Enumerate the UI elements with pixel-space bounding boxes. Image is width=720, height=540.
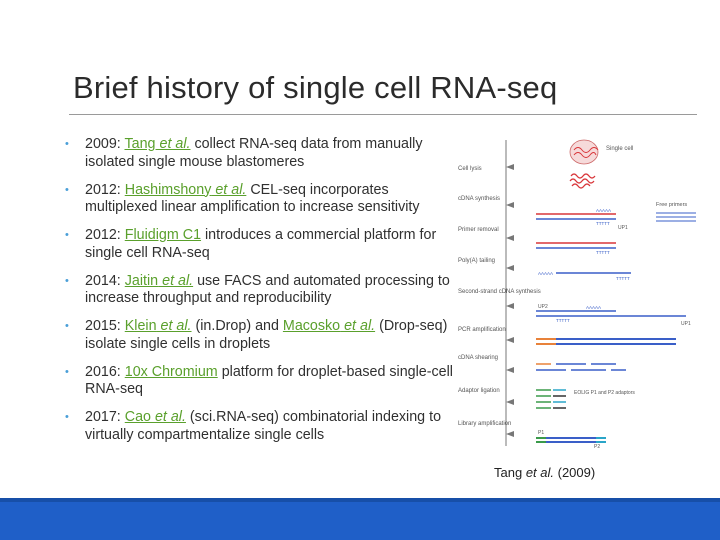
bullet-year: 2014: [85,272,125,289]
bullet-marker-icon: • [65,365,69,378]
ref-link-jaitin[interactable]: Jaitin et al. [124,272,194,289]
bullet-marker-icon: • [65,411,69,423]
arrow-icon [506,337,514,343]
bullet-marker-icon: • [65,320,69,332]
ref-link-tang[interactable]: Tang et al. [124,136,191,152]
svg-text:EOLIG P1 and P2 adaptors: EOLIG P1 and P2 adaptors [574,390,635,396]
ref-link-klein[interactable]: Klein et al. [124,318,192,334]
svg-text:Free primers: Free primers [656,202,688,208]
bullet-year: 2012: [85,227,125,243]
svg-text:Single cell: Single cell [606,146,634,152]
bullet-year: 2017: [85,409,125,425]
svg-text:UP1: UP1 [681,321,691,327]
bullet-2009 [64,136,464,171]
svg-text:UP2: UP2 [538,304,548,310]
svg-text:P1: P1 [538,430,545,436]
svg-text:TTTTT: TTTTT [616,276,630,281]
bullet-text: (sci.RNA-seq) combinatorial indexing to virtually compartmentalize single cells [85,409,442,443]
svg-text:TTTTT: TTTTT [596,221,610,226]
slide-title: Brief history of single cell RNA-seq [73,70,558,105]
second-strand-strands [536,304,691,327]
svg-text:AAAAA: AAAAA [586,305,602,310]
bullet-marker-icon: • [65,138,69,150]
bullet-marker-icon: • [65,274,69,287]
svg-text:Poly(A) tailing: Poly(A) tailing [458,258,496,264]
polya-tailing-strand [538,271,631,281]
figure-caption: Tang et al. (2009) [494,465,596,480]
bullet-text: CEL-seq incorporates multiplexed linear amplification to increase sensitivity [85,181,420,215]
title-divider [69,114,697,115]
bullet-year: 2012: [85,181,125,198]
arrow-icon [506,164,514,170]
adaptor-ligation [536,390,635,408]
step-second-strand [458,289,541,309]
arrow-icon [506,202,514,208]
svg-text:Second-strand cDNA synthesis: Second-strand cDNA synthesis [458,289,541,295]
bullet-marker-icon: • [65,229,69,241]
svg-text:TTTTT: TTTTT [596,250,610,255]
arrow-icon [506,265,514,271]
history-bullet-list [64,136,464,455]
ref-link-hashimshony[interactable]: Hashimshony et al. [124,181,247,198]
bullet-2012-celseq [64,182,464,217]
svg-text:UP1: UP1 [618,225,628,231]
bullet-2012-fluidigm [64,227,464,262]
bullet-year: 2015: [85,318,125,334]
primer-removal-strands [536,243,616,255]
arrow-icon [506,399,514,405]
bullet-2015 [64,318,464,353]
arrow-icon [506,367,514,373]
rna-squiggle-icon [570,174,595,188]
footer-bar [0,498,720,540]
svg-text:Adaptor ligation: Adaptor ligation [458,388,500,394]
ref-link-10x[interactable]: 10x Chromium [124,363,218,380]
bullet-text: platform for droplet-based single-cell RNA-seq [85,363,453,397]
ref-link-macosko[interactable]: Macosko et al. [282,318,376,334]
arrow-icon [506,303,514,309]
bullet-text: (in.Drop) and [191,318,283,334]
bullet-marker-icon: • [65,183,69,196]
bullet-text: collect RNA-seq data from manually isolated single mouse blastomeres [85,136,423,170]
bullet-text: introduces a commercial platform for single cell RNA-seq [85,227,437,261]
bullet-2017 [64,409,464,444]
tang-protocol-diagram [456,128,708,450]
bullet-year: 2009: [85,136,125,152]
svg-text:Cell lysis: Cell lysis [458,166,482,172]
svg-text:PCR amplification: PCR amplification [458,327,506,333]
bullet-2014 [64,273,464,308]
bullet-2016 [64,364,464,399]
svg-text:cDNA shearing: cDNA shearing [458,355,499,361]
svg-text:cDNA synthesis: cDNA synthesis [458,196,501,202]
arrow-icon [506,431,514,437]
sheared-fragments [536,364,626,370]
ref-link-cao[interactable]: Cao et al. [124,409,186,425]
svg-text:P2: P2 [594,444,601,450]
bullet-text: use FACS and automated processing to increase throughput and reproducibility [85,272,450,306]
svg-text:AAAAA: AAAAA [596,208,612,213]
bullet-text: (Drop-seq) isolate single cells in droplets [85,318,448,352]
footer-accent-line [0,498,720,502]
ref-link-fluidigm[interactable]: Fluidigm C1 [124,227,202,243]
cdna-synthesis-strands [536,202,696,231]
svg-text:AAAAA: AAAAA [538,271,554,276]
single-cell-icon [570,140,633,164]
svg-text:Primer removal: Primer removal [458,227,499,233]
svg-text:TTTTT: TTTTT [556,318,570,323]
library-products [536,430,606,450]
pcr-products [536,338,676,345]
svg-text:Library amplification: Library amplification [458,421,512,427]
bullet-year: 2016: [85,363,125,380]
arrow-icon [506,235,514,241]
